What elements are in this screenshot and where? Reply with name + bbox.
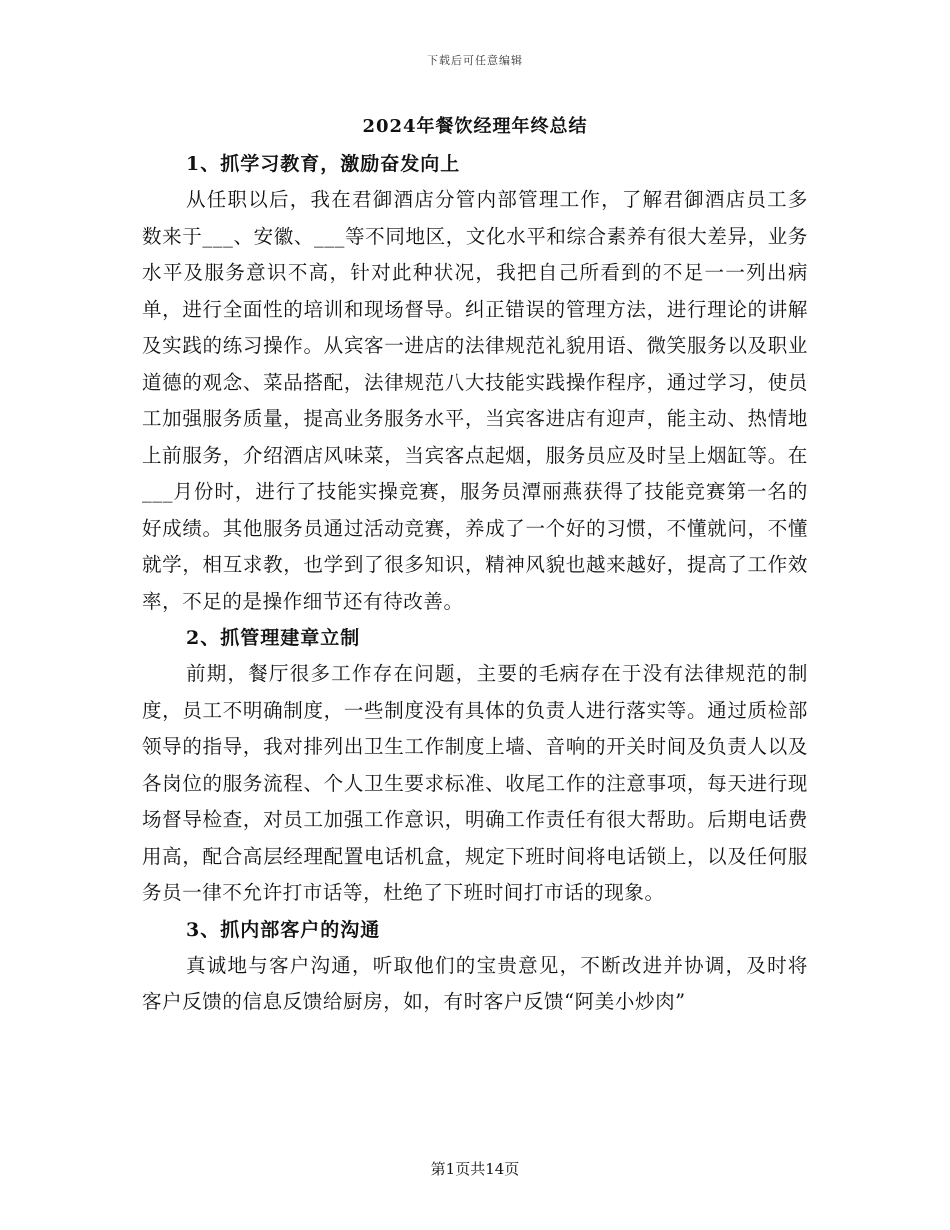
section-heading: 1、抓学习教育，激励奋发向上 — [186, 153, 461, 175]
section-paragraph: 从任职以后，我在君御酒店分管内部管理工作，了解君御酒店员工多数来于___、安徽、___等不同地区，文化水平和综合素养有很大差异，业务水平及服务意识不高，针对此种状况，我把自己所看到的不足一一列出病单，进行全面性的培训和现场督导。纠正错误的管理方法，进行理论的讲解及实践的练习操作。从宾客一进店的法律规范礼貌用语、微笑服务以及职业道德的观念、菜品搭配，法律规范八大技能实践操作程序，通过学习，使员工加强服务质量，提高业务服务水平，当宾客进店有迎声，能主动、热情地上前服务，介绍酒店风味菜，当宾客点起烟，服务员应及时呈上烟缸等。在___月份时，进行了技能实操竞赛，服务员潭丽燕获得了技能竞赛第一名的好成绩。其他服务员通过活动竞赛，养成了一个好的习惯，不懂就问，不懂就学，相互求教，也学到了很多知识，精神风貌也越来越好，提高了工作效率，不足的是操作细节还有待改善。 — [142, 188, 808, 613]
section-1 — [142, 146, 808, 620]
section-3 — [142, 912, 808, 1021]
page-number: 第1页共14页 — [430, 1160, 520, 1178]
section-heading: 2、抓管理建章立制 — [186, 627, 361, 649]
section-paragraph: 真诚地与客户沟通，听取他们的宝贵意见，不断改进并协调，及时将客户反馈的信息反馈给厨房，如，有时客户反馈“阿美小炒肉” — [142, 953, 808, 1013]
page-header-note: 下载后可任意编辑 — [427, 54, 523, 67]
section-2 — [142, 620, 808, 912]
section-paragraph: 前期，餐厅很多工作存在问题，主要的毛病存在于没有法律规范的制度，员工不明确制度，一些制度没有具体的负责人进行落实等。通过质检部领导的指导，我对排列出卫生工作制度上墙、音响的开关时间及负责人以及各岗位的服务流程、个人卫生要求标准、收尾工作的注意事项，每天进行现场督导检查，对员工加强工作意识，明确工作责任有很大帮助。后期电话费用高，配合高层经理配置电话机盒，规定下班时间将电话锁上，以及任何服务员一律不允许打市话等，杜绝了下班时间打市话的现象。 — [142, 662, 808, 904]
document-title: 2024年餐饮经理年终总结 — [362, 116, 588, 137]
document-body — [142, 146, 808, 1021]
section-heading: 3、抓内部客户的沟通 — [186, 918, 381, 941]
